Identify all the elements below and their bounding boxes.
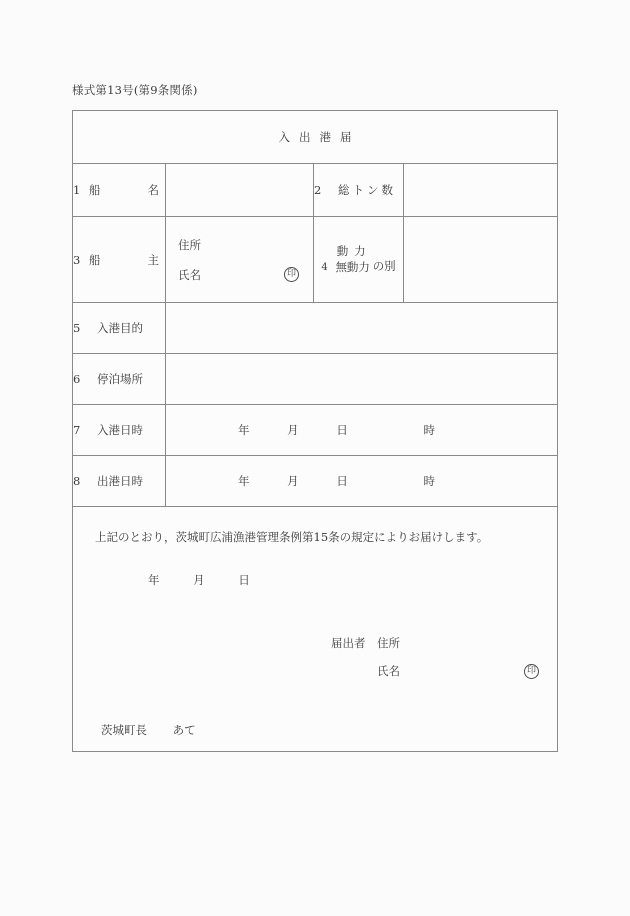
label-power-type: [314, 217, 404, 303]
item-number-1: 1: [73, 183, 81, 197]
field-ship-owner-details: [166, 217, 314, 303]
seal-icon: 印: [284, 267, 299, 282]
entry-departure-form-table: [72, 110, 558, 752]
owner-name-line: [178, 267, 299, 283]
entry-hour-unit: 時: [423, 423, 435, 437]
departure-year-unit: 年: [238, 474, 250, 488]
label-submitter-name: 氏名: [377, 664, 400, 678]
table-row-ship-owner: [73, 217, 558, 303]
table-row-entry-datetime: [73, 405, 558, 456]
submitter-block: [331, 635, 539, 691]
field-ship-name[interactable]: [166, 164, 314, 217]
label-berth-place-text: 停泊場所: [97, 372, 143, 386]
label-owner-name: 氏名: [178, 267, 201, 282]
field-power-type[interactable]: [404, 217, 558, 303]
submitter-name-line: [331, 663, 539, 679]
field-gross-tonnage[interactable]: [404, 164, 558, 217]
table-row-ship-name: [73, 164, 558, 217]
item-number-2: 2: [314, 183, 322, 197]
statement-month-unit: 月: [193, 573, 205, 587]
form-number: 様式第13号(第9条関係): [72, 83, 198, 97]
addressee-recipient: 茨城町長: [101, 723, 147, 737]
label-ship-name-char-1: 船: [89, 183, 101, 197]
submitter-address-line: [331, 635, 539, 651]
label-ship-owner-char-1: 船: [89, 252, 101, 267]
table-row-berth-place: [73, 354, 558, 405]
label-option-unpowered: 無動力: [335, 259, 370, 274]
item-number-7: 7: [73, 423, 81, 437]
item-number-4: 4: [321, 262, 328, 274]
label-submitter: 届出者: [331, 636, 366, 650]
label-departure-datetime-text: 出港日時: [97, 474, 143, 488]
owner-address-line: [178, 237, 299, 253]
statement-date-line[interactable]: [148, 572, 250, 588]
field-entry-datetime[interactable]: [166, 405, 558, 456]
label-berth-place: [73, 354, 166, 405]
label-submitter-address: 住所: [377, 636, 400, 650]
label-entry-purpose-text: 入港目的: [97, 321, 143, 335]
label-gross-tonnage-text: 総トン数: [338, 183, 396, 197]
label-entry-purpose: [73, 303, 166, 354]
statement-year-unit: 年: [148, 573, 160, 587]
addressee-line: [101, 722, 196, 738]
label-option-powered: 動力: [336, 243, 372, 258]
field-berth-place[interactable]: [166, 354, 558, 405]
label-ship-name-char-2: 名: [147, 183, 159, 197]
addressee-to: あて: [172, 723, 196, 737]
table-row-statement: [73, 507, 558, 752]
statement-text: 上記のとおり，茨城町広浦漁港管理条例第15条の規定によりお届けします。: [95, 530, 489, 544]
entry-year-unit: 年: [238, 423, 250, 437]
label-entry-datetime-text: 入港日時: [97, 423, 143, 437]
seal-icon: 印: [524, 664, 539, 679]
label-ship-name: [73, 164, 166, 217]
departure-day-unit: 日: [336, 474, 348, 488]
label-entry-datetime: [73, 405, 166, 456]
statement-section: [73, 507, 558, 752]
item-number-5: 5: [73, 321, 81, 335]
label-owner-address: 住所: [178, 237, 201, 252]
table-row-departure-datetime: [73, 456, 558, 507]
form-title: 入出港届: [73, 111, 558, 164]
item-number-8: 8: [73, 474, 81, 488]
label-ship-owner: [73, 217, 166, 303]
label-power-type-suffix: の別: [372, 259, 396, 274]
entry-month-unit: 月: [287, 423, 299, 437]
departure-hour-unit: 時: [423, 474, 435, 488]
item-number-6: 6: [73, 372, 81, 386]
statement-day-unit: 日: [238, 573, 250, 587]
label-gross-tonnage: [314, 164, 404, 217]
item-number-3: 3: [73, 252, 81, 267]
entry-day-unit: 日: [336, 423, 348, 437]
table-row-title: [73, 111, 558, 164]
field-entry-purpose[interactable]: [166, 303, 558, 354]
label-departure-datetime: [73, 456, 166, 507]
field-departure-datetime[interactable]: [166, 456, 558, 507]
departure-month-unit: 月: [287, 474, 299, 488]
label-ship-owner-char-2: 主: [147, 252, 159, 267]
table-row-entry-purpose: [73, 303, 558, 354]
